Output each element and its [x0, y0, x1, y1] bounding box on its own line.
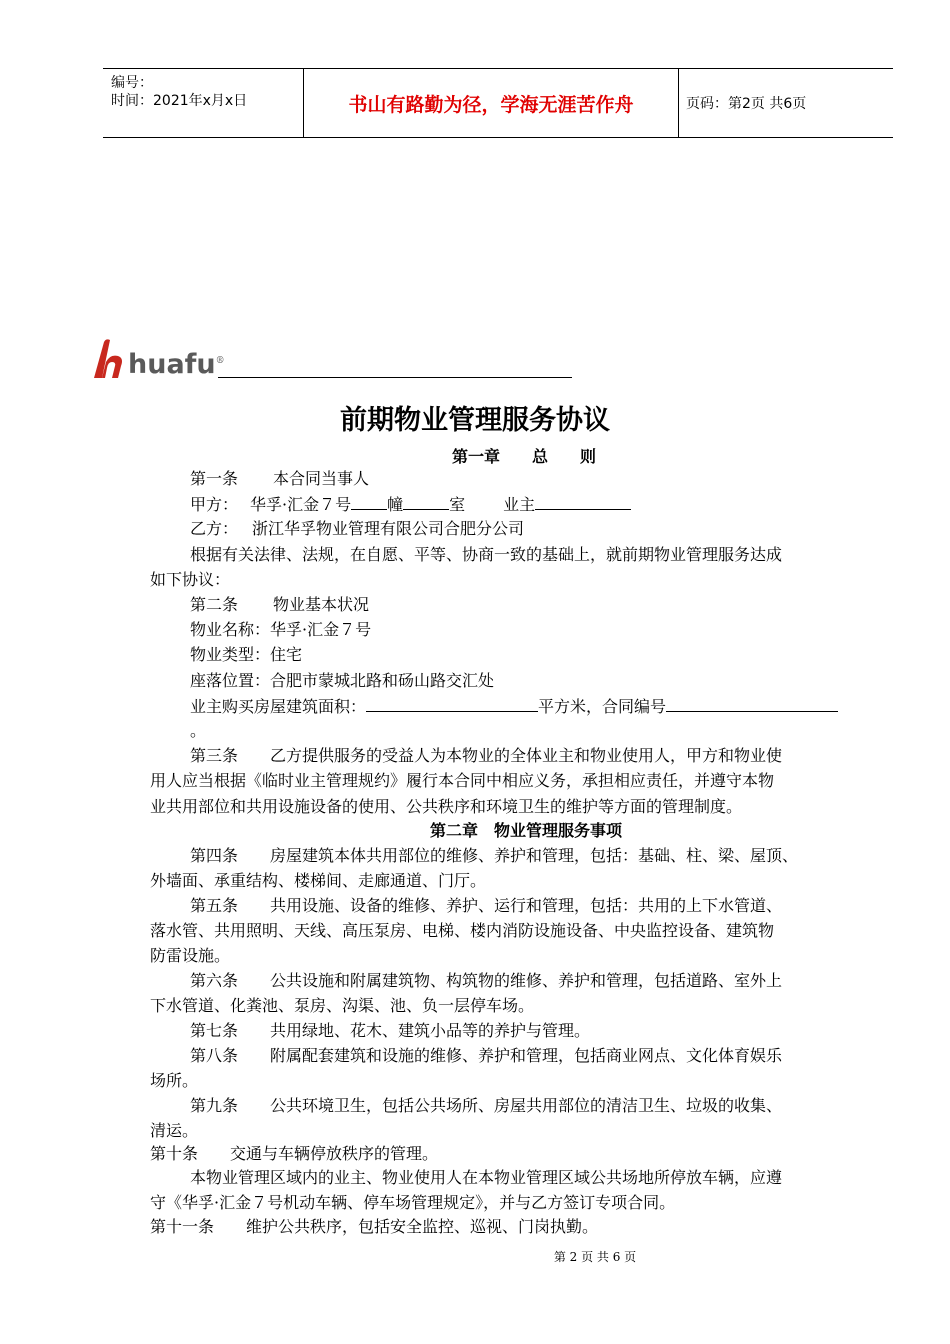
article-3-line-3: 业共用部位和共用设施设备的使用、公共秩序和环境卫生的维护等方面的管理制度。 — [150, 797, 743, 816]
article-10-detail-line-2: 守《华孚·汇金７号机动车辆、停车场管理规定》，并与乙方签订专项合同。 — [150, 1193, 676, 1212]
document-title: 前期物业管理服务协议 — [340, 405, 610, 436]
article-1-text: 本合同当事人 — [273, 469, 370, 488]
article-4-line-2: 外墙面、承重结构、楼梯间、走廊通道、门厅。 — [150, 871, 487, 890]
huafu-logo — [90, 338, 225, 380]
article-3-line-1: 第三条 乙方提供服务的受益人为本物业的全体业主和物业使用人，甲方和物业使 — [190, 746, 783, 765]
logo-registered-mark: ® — [215, 356, 225, 366]
intro-line-1: 根据有关法律、法规，在自愿、平等、协商一致的基础上，就前期物业管理服务达成 — [190, 545, 783, 564]
article-2-num: 第二条 — [190, 595, 239, 614]
article-10: 第十条 交通与车辆停放秩序的管理。 — [150, 1144, 439, 1163]
party-a-room: 室 — [449, 495, 466, 514]
party-a-line — [190, 491, 631, 518]
party-a-building: 幢 — [387, 495, 404, 514]
article-7: 第七条 共用绿地、花木、建筑小品等的养护与管理。 — [190, 1021, 591, 1040]
article-1-num: 第一条 — [190, 469, 239, 488]
party-b-label: 乙方： — [190, 519, 239, 538]
header-table — [103, 68, 893, 138]
article-1 — [190, 466, 369, 492]
party-a-label: 甲方： — [190, 495, 239, 514]
chapter-1-heading: 第一章 总 则 — [452, 447, 597, 466]
party-b-name: 浙江华孚物业管理有限公司合肥分公司 — [252, 519, 525, 538]
article-8-line-1: 第八条 附属配套建筑和设施的维修、养护和管理，包括商业网点、文化体育娱乐 — [190, 1046, 783, 1065]
area-end: 。 — [190, 721, 207, 740]
article-3-line-2: 用人应当根据《临时业主管理规约》履行本合同中相应义务，承担相应责任，并遵守本物 — [150, 771, 775, 790]
page-footer: 第 2 页 共 6 页 — [553, 1250, 637, 1264]
article-5-line-1: 第五条 共用设施、设备的维修、养护、运行和管理，包括：共用的上下水管道、 — [190, 896, 783, 915]
article-11: 第十一条 维护公共秩序，包括安全监控、巡视、门岗执勤。 — [150, 1217, 599, 1236]
huafu-logo-mark-icon — [90, 338, 124, 380]
header-left-cell — [103, 69, 303, 142]
article-8-line-2: 场所。 — [150, 1071, 199, 1090]
chapter-2-heading: 第二章 物业管理服务事项 — [430, 821, 623, 840]
area-line — [190, 693, 838, 720]
article-5-line-3: 防雷设施。 — [150, 946, 231, 965]
article-2-text: 物业基本状况 — [273, 595, 370, 614]
article-10-detail-line-1: 本物业管理区域内的业主、物业使用人在本物业管理区域公共场地所停放车辆，应遵 — [190, 1168, 783, 1187]
intro-line-2: 如下协议： — [150, 570, 231, 589]
property-location: 座落位置：合肥市蒙城北路和砀山路交汇处 — [190, 671, 495, 690]
page-label: 页码：第2页 共6页 — [686, 96, 807, 112]
date-label: 时间：2021年x月x日 — [111, 93, 248, 109]
area-label: 业主购买房屋建筑面积： — [190, 697, 367, 716]
party-a-owner: 业主 — [503, 495, 536, 514]
motto: 书山有路勤为径，学海无涯苦作舟 — [303, 69, 679, 137]
party-b-line — [190, 516, 524, 542]
article-6-line-1: 第六条 公共设施和附属建筑物、构筑物的维修、养护和管理，包括道路、室外上 — [190, 971, 783, 990]
article-5-line-2: 落水管、共用照明、天线、高压泵房、电梯、楼内消防设施设备、中央监控设备、建筑物 — [150, 921, 775, 940]
property-name: 物业名称：华孚·汇金７号 — [190, 620, 372, 639]
property-type: 物业类型：住宅 — [190, 645, 303, 664]
article-4-line-1: 第四条 房屋建筑本体共用部位的维修、养护和管理，包括：基础、柱、梁、屋顶、 — [190, 846, 799, 865]
article-6-line-2: 下水管道、化粪池、泵房、沟渠、池、负一层停车场。 — [150, 996, 535, 1015]
logo-underline — [218, 377, 572, 378]
logo-text: huafu — [128, 349, 216, 380]
party-a-name: 华孚·汇金７号 — [250, 495, 352, 514]
article-9-line-2: 清运。 — [150, 1121, 199, 1140]
article-2 — [190, 592, 369, 618]
area-unit: 平方米，合同编号 — [538, 697, 667, 716]
article-9-line-1: 第九条 公共环境卫生，包括公共场所、房屋共用部位的清洁卫生、垃圾的收集、 — [190, 1096, 783, 1115]
number-label: 编号： — [111, 75, 153, 91]
